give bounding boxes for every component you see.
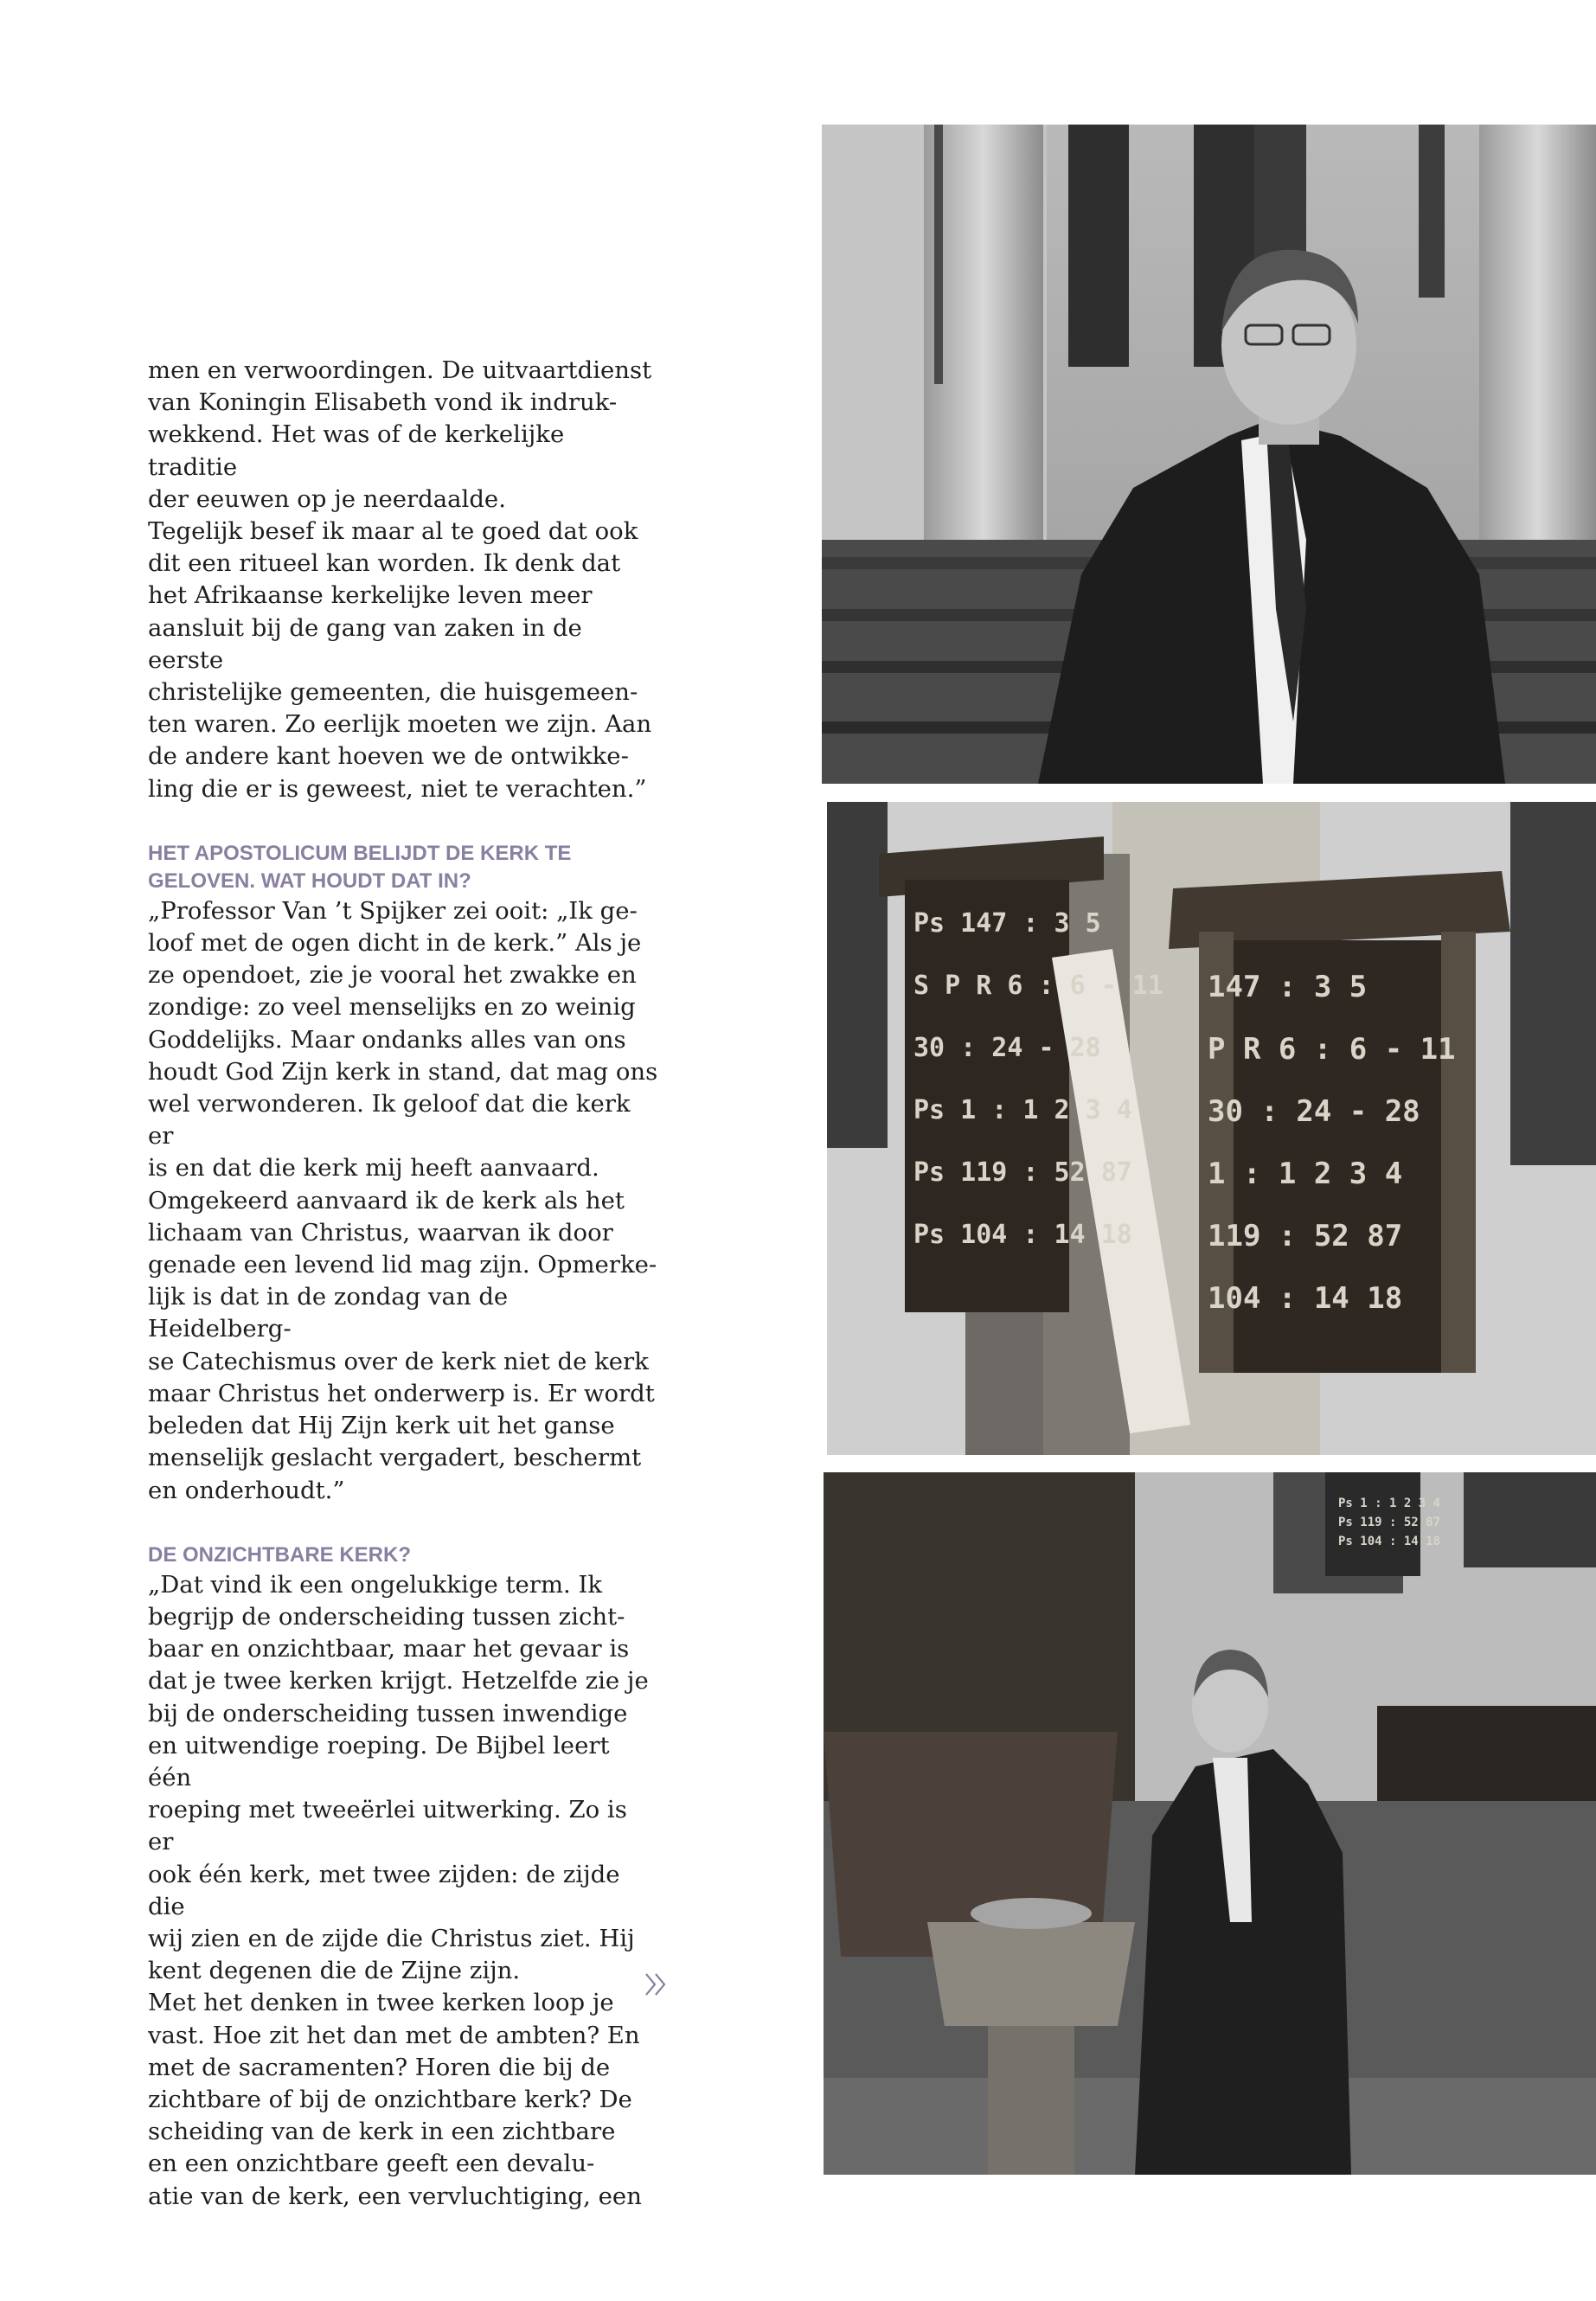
hymn-board-left-line: Ps 1 : 1 2 3 4 <box>913 1095 1132 1125</box>
hymn-board-left-line: Ps 119 : 52 87 <box>913 1157 1132 1188</box>
paragraph-apostolicum: „Professor Van ’t Spijker zei ooit: „Ik ge- loof met de ogen dicht in de kerk.” Als je ze opendoet, zie je vooral het zwakke en zondige: zo veel menselijks en zo weinig Goddelijks. Maar ondanks alles van ons houdt God Zijn kerk in stand, dat mag ons wel verwonderen. Ik geloof dat die kerk er is en dat die kerk mij heeft aanvaard. Omgekeerd aanvaard ik de kerk als het lichaam van Christus, waarvan ik door genade een levend lid mag zijn. Opmerke- lijk is dat in de zondag van de Heidelberg- se Catechismus over de kerk niet de kerk maar Christus het onderwerp is. Er wordt beleden dat Hij Zijn kerk uit het ganse menselijk geslacht vergadert, beschermt en onderhoudt.” <box>148 896 658 1504</box>
article-text-column <box>148 355 658 2213</box>
double-chevron-right-icon <box>644 1971 668 1998</box>
paragraph-invisible-church: „Dat vind ik een ongelukkige term. Ik begrijp de onderscheiding tussen zicht- baar en onzichtbaar, maar het gevaar is dat je twee kerken krijgt. Hetzelfde zie je bij de onderscheiding tussen inwendige en uitwendige roeping. De Bijbel leert één roeping met tweeërlei uitwerking. Zo is er ook één kerk, met twee zijden: de zijde die wij zien en de zijde die Christus ziet. Hij kent degenen die de Zijne zijn. Met het denken in twee kerken loop je vast. Hoe zit het dan met de ambten? En met de sacramenten? Horen die bij de zichtbare of bij de onzichtbare kerk? De scheiding van de kerk in een zichtbare en een onzichtbare geeft een devalu- atie van de kerk, een vervluchtiging, een <box>148 1570 649 2210</box>
hymn-board-right-line: 104 : 14 18 <box>1208 1281 1403 1316</box>
hymn-board-small-line: Ps 119 : 52 87 <box>1338 1516 1441 1529</box>
heading-invisible-church: DE ONZICHTBARE KERK? <box>148 1542 411 1567</box>
photo-man-by-baptismal-font <box>824 1472 1596 2175</box>
hymn-board-right-line: 147 : 3 5 <box>1208 970 1368 1004</box>
heading-apostolicum: HET APOSTOLICUM BELIJDT DE KERK TE GELOVEN. WAT HOUDT DAT IN? <box>148 841 572 893</box>
hymn-board-right-line: 119 : 52 87 <box>1208 1219 1403 1253</box>
hymn-board-left-line: S P R 6 : 6 - 11 <box>913 971 1163 1001</box>
hymn-board-right-line: P R 6 : 6 - 11 <box>1208 1032 1456 1067</box>
photo-portrait-man-in-church <box>822 125 1596 784</box>
hymn-board-right-line: 1 : 1 2 3 4 <box>1208 1157 1403 1191</box>
hymn-board-left-line: Ps 104 : 14 18 <box>913 1220 1132 1250</box>
hymn-board-left-line: 30 : 24 - 28 <box>913 1033 1101 1063</box>
hymn-board-small-line: Ps 1 : 1 2 3 4 <box>1338 1497 1441 1510</box>
hymn-board-left-line: Ps 147 : 3 5 <box>913 908 1101 939</box>
hymn-board-right-line: 30 : 24 - 28 <box>1208 1094 1420 1129</box>
photo-hymn-boards <box>827 802 1596 1455</box>
hymn-board-small-line: Ps 104 : 14 18 <box>1338 1535 1441 1548</box>
paragraph-ritual: men en verwoordingen. De uitvaartdienst van Koningin Elisabeth vond ik indruk- wekkend. Het was of de kerkelijke traditie der eeuwen op je neerdaalde. Tegelijk besef ik maar al te goed dat ook dit een ritueel kan worden. Ik denk dat het Afrikaanse kerkelijke leven meer aansluit bij de gang van zaken in de eerste christelijke gemeenten, die huisgemeen- ten waren. Zo eerlijk moeten we zijn. Aan de andere kant hoeven we de ontwikke- ling die er is geweest, niet te verachten.” <box>148 356 652 803</box>
